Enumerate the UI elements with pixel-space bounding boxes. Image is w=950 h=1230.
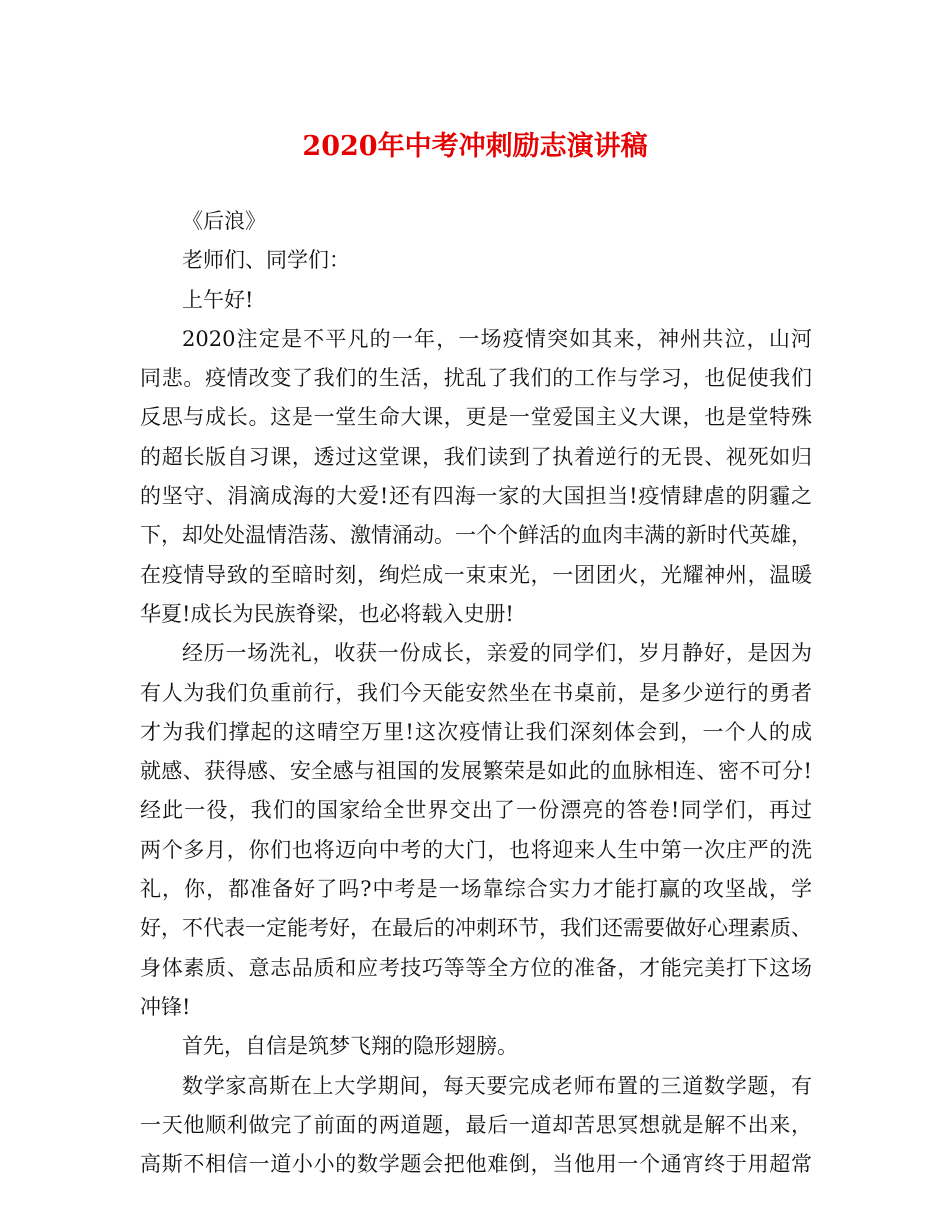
text-line: 数学家高斯在上大学期间，每天要完成老师布置的三道数学题，有	[182, 1073, 812, 1098]
text-line: 好，不代表一定能考好，在最后的冲刺环节，我们还需要做好心理素质、	[140, 916, 812, 941]
text-line: 老师们、同学们：	[182, 248, 350, 273]
text-line: 经此一役，我们的国家给全世界交出了一份漂亮的答卷!同学们，再过	[140, 798, 812, 823]
text-line: 就感、获得感、安全感与祖国的发展繁荣是如此的血脉相连、密不可分!	[140, 759, 812, 784]
text-line: 反思与成长。这是一堂生命大课，更是一堂爱国主义大课，也是堂特殊	[140, 405, 812, 430]
text-line: 有人为我们负重前行，我们今天能安然坐在书桌前，是多少逆行的勇者	[140, 680, 812, 705]
document-title: 2020年中考冲刺励志演讲稿	[302, 131, 648, 162]
text-line: 在疫情导致的至暗时刻，绚烂成一束束光，一团团火，光耀神州，温暖	[140, 562, 812, 587]
text-line: 高斯不相信一道小小的数学题会把他难倒，当他用一个通宵终于用超常	[140, 1152, 812, 1177]
text-line: 上午好!	[182, 287, 254, 312]
text-line: 2020注定是不平凡的一年，一场疫情突如其来，神州共泣，山河	[182, 326, 812, 351]
text-line: 才为我们撑起的这晴空万里!这次疫情让我们深刻体会到，一个人的成	[140, 719, 812, 744]
text-line: 《后浪》	[182, 209, 266, 233]
text-line: 同悲。疫情改变了我们的生活，扰乱了我们的工作与学习，也促使我们	[140, 366, 812, 391]
text-line: 一天他顺利做完了前面的两道题，最后一道却苦思冥想就是解不出来，	[140, 1112, 812, 1137]
text-line: 两个多月，你们也将迈向中考的大门，也将迎来人生中第一次庄严的洗	[140, 837, 812, 862]
text-line: 冲锋!	[140, 994, 191, 1019]
text-line: 下，却处处温情浩荡、激情涌动。一个个鲜活的血肉丰满的新时代英雄，	[140, 523, 812, 548]
text-line: 华夏!成长为民族脊梁，也必将载入史册!	[140, 601, 514, 626]
text-line: 的超长版自习课，透过这堂课，我们读到了执着逆行的无畏、视死如归	[140, 444, 812, 469]
text-line: 的坚守、涓滴成海的大爱!还有四海一家的大国担当!疫情肆虐的阴霾之	[140, 484, 812, 509]
text-line: 首先，自信是筑梦飞翔的隐形翅膀。	[182, 1034, 518, 1059]
text-line: 身体素质、意志品质和应考技巧等等全方位的准备，才能完美打下这场	[140, 955, 812, 980]
document-body	[140, 202, 812, 1184]
text-line: 礼，你，都准备好了吗?中考是一场靠综合实力才能打赢的攻坚战，学	[140, 877, 812, 902]
text-line: 经历一场洗礼，收获一份成长，亲爱的同学们，岁月静好，是因为	[182, 641, 812, 666]
